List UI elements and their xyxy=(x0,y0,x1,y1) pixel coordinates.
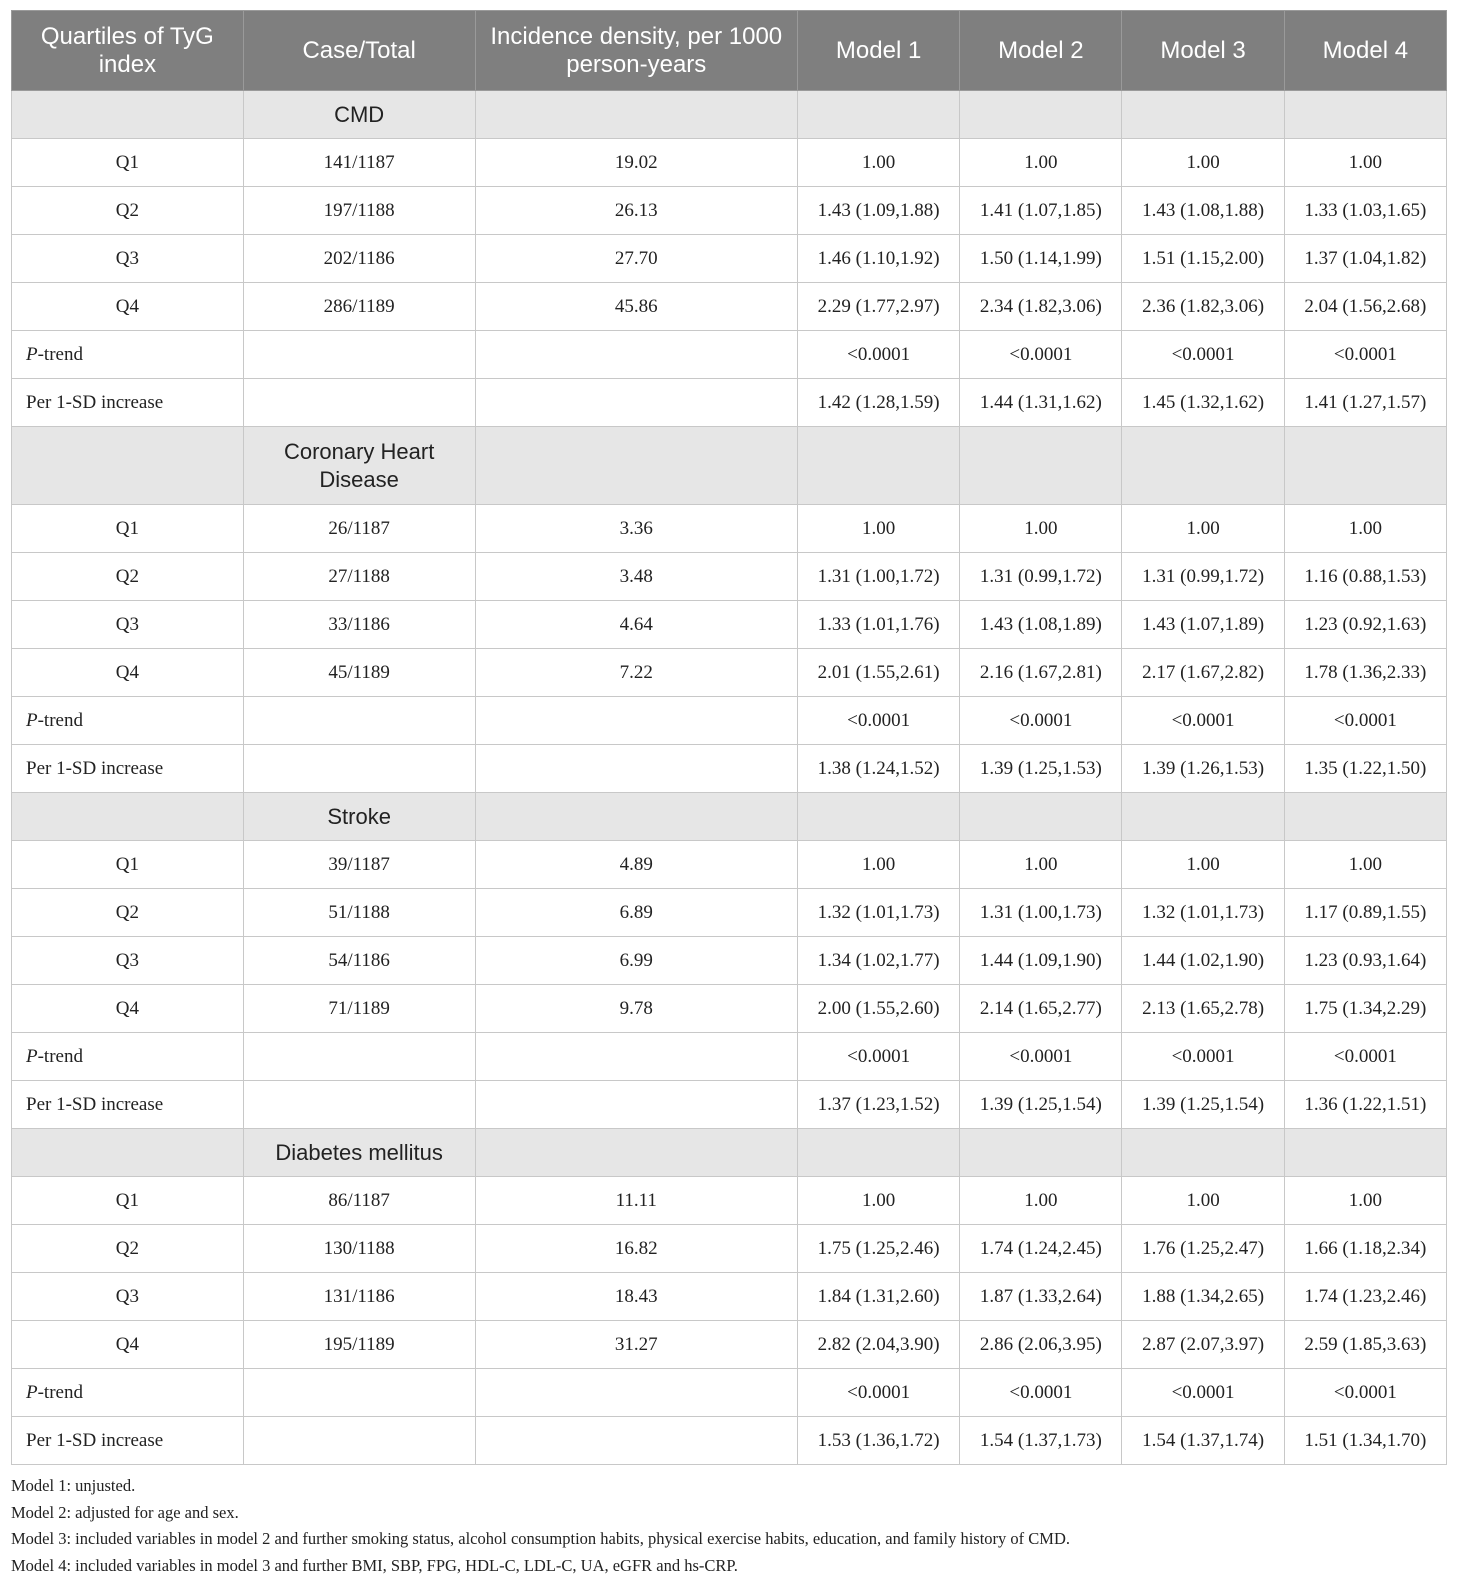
per-sd-value: 1.37 (1.23,1.52) xyxy=(798,1081,960,1129)
section-header-row xyxy=(12,91,1447,139)
p-trend-value: <0.0001 xyxy=(1284,1033,1446,1081)
table-cell: 1.32 (1.01,1.73) xyxy=(1122,889,1284,937)
section-header-row xyxy=(12,1129,1447,1177)
table-row xyxy=(12,937,1447,985)
per-sd-value: 1.38 (1.24,1.52) xyxy=(798,745,960,793)
quartile-label: Q1 xyxy=(12,505,244,553)
table-cell: 1.00 xyxy=(1122,505,1284,553)
p-italic: P xyxy=(26,709,38,731)
table-row xyxy=(12,841,1447,889)
table-cell: 2.17 (1.67,2.82) xyxy=(1122,649,1284,697)
p-italic: P xyxy=(26,1045,38,1067)
p-trend-row xyxy=(12,697,1447,745)
table-cell: 11.11 xyxy=(475,1177,797,1225)
table-row xyxy=(12,1225,1447,1273)
p-trend-value: <0.0001 xyxy=(960,697,1122,745)
table-cell: 2.59 (1.85,3.63) xyxy=(1284,1321,1446,1369)
table-cell: 1.00 xyxy=(798,841,960,889)
table-cell: 3.48 xyxy=(475,553,797,601)
per-sd-value: 1.35 (1.22,1.50) xyxy=(1284,745,1446,793)
quartile-label: Q3 xyxy=(12,937,244,985)
table-cell: 27.70 xyxy=(475,235,797,283)
table-cell: 131/1186 xyxy=(243,1273,475,1321)
section-empty-cell xyxy=(1122,793,1284,841)
table-cell: 1.34 (1.02,1.77) xyxy=(798,937,960,985)
section-title: Stroke xyxy=(243,793,475,841)
footnote-line: Model 1: unjusted. xyxy=(11,1476,136,1495)
empty-cell xyxy=(475,1081,797,1129)
table-cell: 2.00 (1.55,2.60) xyxy=(798,985,960,1033)
section-header-row xyxy=(12,793,1447,841)
table-cell: 4.89 xyxy=(475,841,797,889)
header-model-2: Model 2 xyxy=(960,11,1122,91)
quartile-label: Q3 xyxy=(12,601,244,649)
table-cell: 45.86 xyxy=(475,283,797,331)
quartile-label: Q3 xyxy=(12,235,244,283)
per-sd-label: Per 1-SD increase xyxy=(12,745,244,793)
p-trend-value: <0.0001 xyxy=(960,331,1122,379)
p-trend-row xyxy=(12,1033,1447,1081)
table-cell: 197/1188 xyxy=(243,187,475,235)
p-italic: P xyxy=(26,343,38,365)
p-trend-label xyxy=(12,697,244,745)
per-sd-value: 1.41 (1.27,1.57) xyxy=(1284,379,1446,427)
quartile-label: Q2 xyxy=(12,1225,244,1273)
section-empty-cell xyxy=(798,1129,960,1177)
table-row xyxy=(12,553,1447,601)
table-cell: 1.32 (1.01,1.73) xyxy=(798,889,960,937)
per-sd-label: Per 1-SD increase xyxy=(12,1417,244,1465)
p-trend-value: <0.0001 xyxy=(1284,331,1446,379)
per-sd-row xyxy=(12,745,1447,793)
table-cell: 1.74 (1.23,2.46) xyxy=(1284,1273,1446,1321)
per-sd-label: Per 1-SD increase xyxy=(12,1081,244,1129)
empty-cell xyxy=(475,331,797,379)
table-cell: 1.74 (1.24,2.45) xyxy=(960,1225,1122,1273)
table-cell: 1.33 (1.01,1.76) xyxy=(798,601,960,649)
table-row xyxy=(12,283,1447,331)
per-sd-value: 1.39 (1.25,1.54) xyxy=(1122,1081,1284,1129)
p-trend-value: <0.0001 xyxy=(1284,697,1446,745)
per-sd-value: 1.54 (1.37,1.73) xyxy=(960,1417,1122,1465)
per-sd-value: 1.54 (1.37,1.74) xyxy=(1122,1417,1284,1465)
quartile-label: Q1 xyxy=(12,139,244,187)
table-cell: 2.04 (1.56,2.68) xyxy=(1284,283,1446,331)
section-empty-cell xyxy=(1122,1129,1284,1177)
table-row xyxy=(12,505,1447,553)
table-cell: 71/1189 xyxy=(243,985,475,1033)
table-cell: 1.00 xyxy=(960,139,1122,187)
empty-cell xyxy=(243,379,475,427)
empty-cell xyxy=(243,1369,475,1417)
table-cell: 1.00 xyxy=(1284,841,1446,889)
table-cell: 2.34 (1.82,3.06) xyxy=(960,283,1122,331)
table-cell: 86/1187 xyxy=(243,1177,475,1225)
header-row xyxy=(12,11,1447,91)
empty-cell xyxy=(243,1033,475,1081)
p-trend-label xyxy=(12,1033,244,1081)
per-sd-value: 1.45 (1.32,1.62) xyxy=(1122,379,1284,427)
table-row xyxy=(12,601,1447,649)
footnote-line: Model 2: adjusted for age and sex. xyxy=(11,1502,239,1522)
header-model-1: Model 1 xyxy=(798,11,960,91)
table-cell: 2.36 (1.82,3.06) xyxy=(1122,283,1284,331)
table-cell: 195/1189 xyxy=(243,1321,475,1369)
table-cell: 141/1187 xyxy=(243,139,475,187)
section-header-row xyxy=(12,427,1447,505)
p-trend-value: <0.0001 xyxy=(1122,1369,1284,1417)
table-cell: 2.16 (1.67,2.81) xyxy=(960,649,1122,697)
p-suffix: -trend xyxy=(37,709,83,731)
table-cell: 1.43 (1.08,1.89) xyxy=(960,601,1122,649)
section-empty-cell xyxy=(12,427,244,505)
empty-cell xyxy=(475,1369,797,1417)
empty-cell xyxy=(475,379,797,427)
table-cell: 2.01 (1.55,2.61) xyxy=(798,649,960,697)
section-empty-cell xyxy=(475,1129,797,1177)
section-empty-cell xyxy=(798,427,960,505)
empty-cell xyxy=(243,1081,475,1129)
table-row xyxy=(12,139,1447,187)
table-cell: 26/1187 xyxy=(243,505,475,553)
table-cell: 1.00 xyxy=(798,139,960,187)
header-case-total: Case/Total xyxy=(243,11,475,91)
section-title: Diabetes mellitus xyxy=(243,1129,475,1177)
quartile-label: Q4 xyxy=(12,985,244,1033)
per-sd-row xyxy=(12,1081,1447,1129)
section-empty-cell xyxy=(798,91,960,139)
table-body xyxy=(12,91,1447,1465)
p-trend-label xyxy=(12,1369,244,1417)
table-cell: 2.82 (2.04,3.90) xyxy=(798,1321,960,1369)
table-cell: 18.43 xyxy=(475,1273,797,1321)
section-empty-cell xyxy=(960,1129,1122,1177)
empty-cell xyxy=(243,697,475,745)
per-sd-value: 1.39 (1.25,1.54) xyxy=(960,1081,1122,1129)
table-cell: 1.44 (1.02,1.90) xyxy=(1122,937,1284,985)
per-sd-value: 1.53 (1.36,1.72) xyxy=(798,1417,960,1465)
table-cell: 1.78 (1.36,2.33) xyxy=(1284,649,1446,697)
table-cell: 1.00 xyxy=(960,1177,1122,1225)
quartile-label: Q2 xyxy=(12,553,244,601)
empty-cell xyxy=(475,1033,797,1081)
empty-cell xyxy=(475,745,797,793)
section-empty-cell xyxy=(798,793,960,841)
table-row xyxy=(12,1321,1447,1369)
table-cell: 1.00 xyxy=(798,505,960,553)
header-quartiles: Quartiles of TyG index xyxy=(12,11,244,91)
section-empty-cell xyxy=(1122,427,1284,505)
footnote-line: Model 4: included variables in model 3 and further BMI, SBP, FPG, HDL-C, LDL-C, UA, eGFR and hs-CRP. xyxy=(11,1555,738,1575)
table-cell: 1.31 (0.99,1.72) xyxy=(960,553,1122,601)
quartile-label: Q1 xyxy=(12,1177,244,1225)
table-cell: 1.66 (1.18,2.34) xyxy=(1284,1225,1446,1273)
table-cell: 2.87 (2.07,3.97) xyxy=(1122,1321,1284,1369)
table-cell: 6.89 xyxy=(475,889,797,937)
table-cell: 1.44 (1.09,1.90) xyxy=(960,937,1122,985)
table-cell: 1.31 (1.00,1.73) xyxy=(960,889,1122,937)
table-row xyxy=(12,985,1447,1033)
p-italic: P xyxy=(26,1381,38,1403)
p-suffix: -trend xyxy=(37,1381,83,1403)
table-cell: 1.51 (1.15,2.00) xyxy=(1122,235,1284,283)
p-trend-value: <0.0001 xyxy=(1122,697,1284,745)
p-trend-value: <0.0001 xyxy=(960,1033,1122,1081)
table-row xyxy=(12,1273,1447,1321)
table-row xyxy=(12,1177,1447,1225)
header-incidence-density: Incidence density, per 1000 person-years xyxy=(475,11,797,91)
section-empty-cell xyxy=(960,427,1122,505)
quartile-label: Q4 xyxy=(12,283,244,331)
table-cell: 7.22 xyxy=(475,649,797,697)
section-empty-cell xyxy=(1284,793,1446,841)
per-sd-label: Per 1-SD increase xyxy=(12,379,244,427)
table-cell: 1.43 (1.08,1.88) xyxy=(1122,187,1284,235)
table-cell: 1.75 (1.34,2.29) xyxy=(1284,985,1446,1033)
table-cell: 1.00 xyxy=(1122,1177,1284,1225)
table-cell: 1.43 (1.07,1.89) xyxy=(1122,601,1284,649)
section-empty-cell xyxy=(1122,91,1284,139)
table-cell: 54/1186 xyxy=(243,937,475,985)
table-cell: 1.17 (0.89,1.55) xyxy=(1284,889,1446,937)
p-trend-value: <0.0001 xyxy=(798,331,960,379)
quartile-label: Q2 xyxy=(12,187,244,235)
table-footnotes xyxy=(11,1473,1447,1579)
p-trend-label xyxy=(12,331,244,379)
table-cell: 6.99 xyxy=(475,937,797,985)
table-cell: 1.00 xyxy=(960,505,1122,553)
section-empty-cell xyxy=(960,91,1122,139)
p-trend-value: <0.0001 xyxy=(798,697,960,745)
empty-cell xyxy=(243,331,475,379)
p-trend-row xyxy=(12,331,1447,379)
table-cell: 130/1188 xyxy=(243,1225,475,1273)
section-empty-cell xyxy=(475,91,797,139)
table-cell: 26.13 xyxy=(475,187,797,235)
section-empty-cell xyxy=(12,1129,244,1177)
table-cell: 4.64 xyxy=(475,601,797,649)
section-empty-cell xyxy=(1284,1129,1446,1177)
table-cell: 1.76 (1.25,2.47) xyxy=(1122,1225,1284,1273)
p-suffix: -trend xyxy=(37,1045,83,1067)
table-cell: 1.50 (1.14,1.99) xyxy=(960,235,1122,283)
table-cell: 51/1188 xyxy=(243,889,475,937)
table-cell: 1.75 (1.25,2.46) xyxy=(798,1225,960,1273)
per-sd-value: 1.44 (1.31,1.62) xyxy=(960,379,1122,427)
header-model-4: Model 4 xyxy=(1284,11,1446,91)
section-empty-cell xyxy=(12,91,244,139)
header-model-3: Model 3 xyxy=(1122,11,1284,91)
table-row xyxy=(12,187,1447,235)
footnote-line: Model 3: included variables in model 2 and further smoking status, alcohol consumption habits, physical exercise habits, education, and family history of CMD. xyxy=(11,1529,1070,1548)
table-row xyxy=(12,889,1447,937)
quartile-label: Q2 xyxy=(12,889,244,937)
table-cell: 2.13 (1.65,2.78) xyxy=(1122,985,1284,1033)
table-cell: 1.41 (1.07,1.85) xyxy=(960,187,1122,235)
section-empty-cell xyxy=(1284,427,1446,505)
per-sd-value: 1.42 (1.28,1.59) xyxy=(798,379,960,427)
table-cell: 9.78 xyxy=(475,985,797,1033)
p-trend-row xyxy=(12,1369,1447,1417)
per-sd-row xyxy=(12,1417,1447,1465)
table-cell: 1.00 xyxy=(1284,1177,1446,1225)
table-cell: 2.86 (2.06,3.95) xyxy=(960,1321,1122,1369)
table-cell: 1.33 (1.03,1.65) xyxy=(1284,187,1446,235)
table-cell: 1.23 (0.93,1.64) xyxy=(1284,937,1446,985)
table-cell: 33/1186 xyxy=(243,601,475,649)
per-sd-row xyxy=(12,379,1447,427)
table-cell: 1.00 xyxy=(1284,139,1446,187)
table-cell: 1.16 (0.88,1.53) xyxy=(1284,553,1446,601)
table-cell: 1.00 xyxy=(1122,139,1284,187)
table-cell: 286/1189 xyxy=(243,283,475,331)
per-sd-value: 1.39 (1.25,1.53) xyxy=(960,745,1122,793)
table-cell: 19.02 xyxy=(475,139,797,187)
p-suffix: -trend xyxy=(37,343,83,365)
table-cell: 2.29 (1.77,2.97) xyxy=(798,283,960,331)
p-trend-value: <0.0001 xyxy=(1284,1369,1446,1417)
quartile-label: Q3 xyxy=(12,1273,244,1321)
table-cell: 1.23 (0.92,1.63) xyxy=(1284,601,1446,649)
table-cell: 1.84 (1.31,2.60) xyxy=(798,1273,960,1321)
section-empty-cell xyxy=(960,793,1122,841)
table-cell: 1.31 (1.00,1.72) xyxy=(798,553,960,601)
table-cell: 39/1187 xyxy=(243,841,475,889)
table-cell: 2.14 (1.65,2.77) xyxy=(960,985,1122,1033)
section-title: CMD xyxy=(243,91,475,139)
empty-cell xyxy=(243,1417,475,1465)
table-cell: 31.27 xyxy=(475,1321,797,1369)
table-cell: 1.00 xyxy=(1122,841,1284,889)
section-empty-cell xyxy=(475,427,797,505)
table-cell: 16.82 xyxy=(475,1225,797,1273)
table-cell: 1.43 (1.09,1.88) xyxy=(798,187,960,235)
table-cell: 1.00 xyxy=(798,1177,960,1225)
p-trend-value: <0.0001 xyxy=(798,1369,960,1417)
results-table xyxy=(11,10,1447,1465)
empty-cell xyxy=(475,1417,797,1465)
p-trend-value: <0.0001 xyxy=(798,1033,960,1081)
p-trend-value: <0.0001 xyxy=(960,1369,1122,1417)
empty-cell xyxy=(475,697,797,745)
table-cell: 202/1186 xyxy=(243,235,475,283)
table-row xyxy=(12,649,1447,697)
results-table-container xyxy=(11,10,1447,1579)
table-row xyxy=(12,235,1447,283)
p-trend-value: <0.0001 xyxy=(1122,331,1284,379)
per-sd-value: 1.51 (1.34,1.70) xyxy=(1284,1417,1446,1465)
table-cell: 45/1189 xyxy=(243,649,475,697)
section-empty-cell xyxy=(1284,91,1446,139)
section-title: Coronary Heart Disease xyxy=(243,427,475,505)
table-cell: 1.46 (1.10,1.92) xyxy=(798,235,960,283)
table-cell: 3.36 xyxy=(475,505,797,553)
per-sd-value: 1.39 (1.26,1.53) xyxy=(1122,745,1284,793)
table-cell: 1.37 (1.04,1.82) xyxy=(1284,235,1446,283)
per-sd-value: 1.36 (1.22,1.51) xyxy=(1284,1081,1446,1129)
quartile-label: Q4 xyxy=(12,1321,244,1369)
table-cell: 27/1188 xyxy=(243,553,475,601)
table-cell: 1.31 (0.99,1.72) xyxy=(1122,553,1284,601)
quartile-label: Q1 xyxy=(12,841,244,889)
section-empty-cell xyxy=(12,793,244,841)
table-cell: 1.87 (1.33,2.64) xyxy=(960,1273,1122,1321)
table-cell: 1.00 xyxy=(960,841,1122,889)
table-cell: 1.00 xyxy=(1284,505,1446,553)
empty-cell xyxy=(243,745,475,793)
p-trend-value: <0.0001 xyxy=(1122,1033,1284,1081)
quartile-label: Q4 xyxy=(12,649,244,697)
section-empty-cell xyxy=(475,793,797,841)
table-cell: 1.88 (1.34,2.65) xyxy=(1122,1273,1284,1321)
